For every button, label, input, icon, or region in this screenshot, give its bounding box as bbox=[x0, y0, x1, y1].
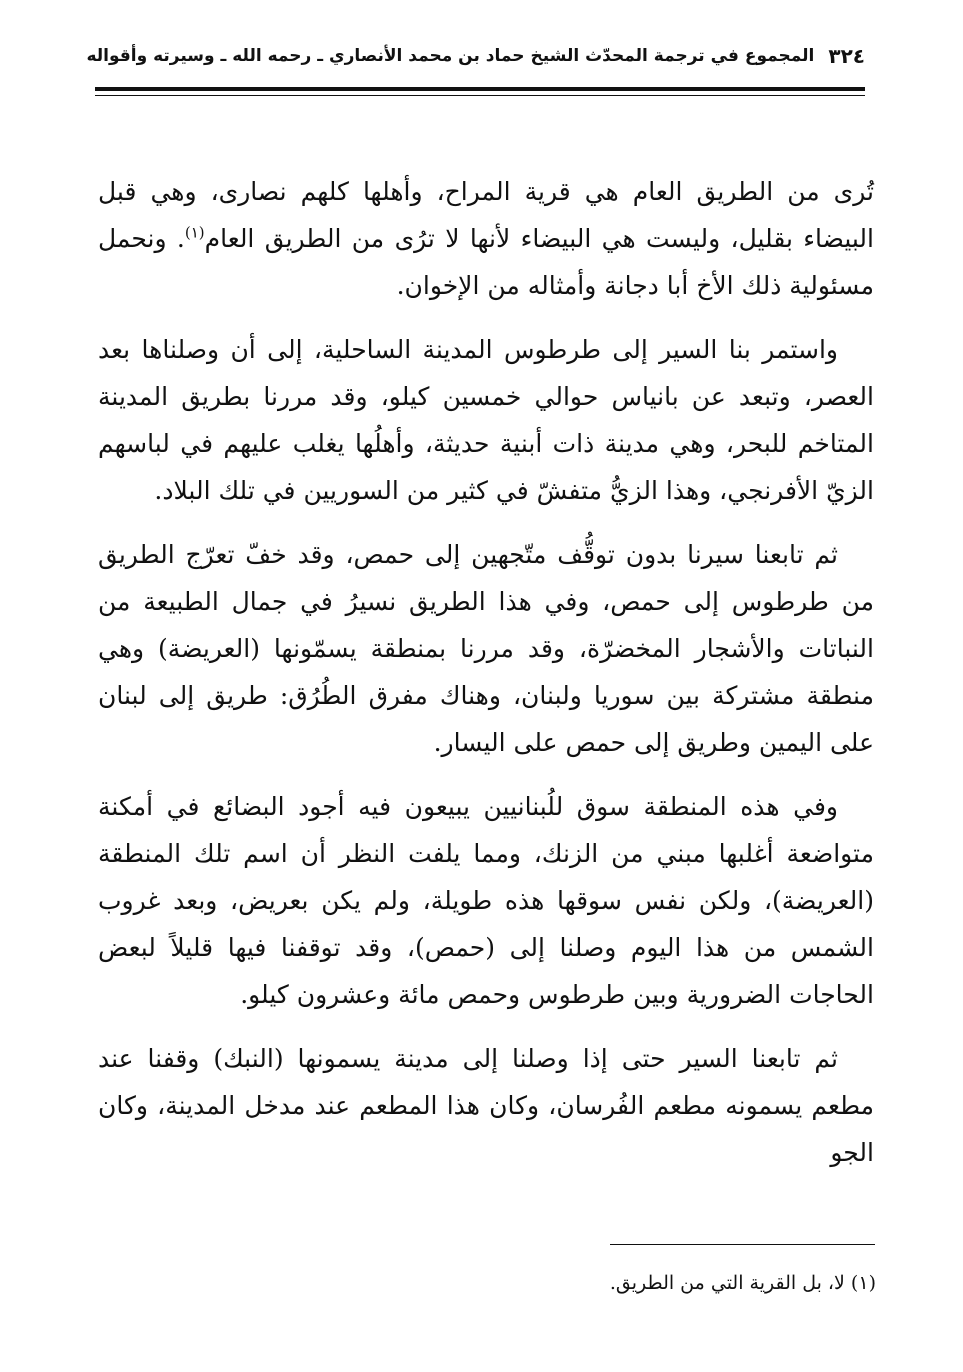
header-rule-thin bbox=[95, 95, 865, 96]
book-title: المجموع في ترجمة المحدّث الشيخ حماد بن محمد الأنصاري ـ رحمه الله ـ وسيرته وأقواله bbox=[86, 46, 815, 66]
paragraph-4: وفي هذه المنطقة سوق للُبنانيين يبيعون فيه أجود البضائع في أمكنة متواضعة أغلبها مبني من الزنك، ومما يلفت النظر أن اسم تلك المنطقة (العريضة)، ولكن نفس سوقها هذه طويلة، ولم يكن بعريض، وبعد غروب الشمس من هذا اليوم وصلنا إلى (حمص)، وقد توقفنا فيها قليلاً لبعض الحاجات الضرورية وبين طرطوس وحمص مائة وعشرون كيلو. bbox=[98, 792, 874, 1009]
paragraph-1-text-b: . ونحمل مسئولية ذلك الأخ أبا دجانة وأمثاله من الإخوان. bbox=[98, 224, 874, 300]
running-header bbox=[86, 38, 865, 74]
paragraph-2: واستمر بنا السير إلى طرطوس المدينة الساحلية، إلى أن وصلناها بعد العصر، وتبعد عن بانياس حوالي خمسين كيلو، وقد مررنا بطريق المدينة المتاخم للبحر، وهي مدينة ذات أبنية حديثة، وأهلُها يغلب عليهم في لباسهم الزيّ الأفرنجي، وهذا الزيُّ متفشّ في كثير من السوريين في تلك البلاد. bbox=[98, 335, 874, 505]
footnote-separator bbox=[610, 1244, 875, 1245]
footnote: (١) لا، بل القرية التي من الطريق. bbox=[609, 1272, 876, 1294]
paragraph-5: ثم تابعنا السير حتى إذا وصلنا إلى مدينة يسمونها (النبك) وقفنا عند مطعم يسمونه مطعم الفُرسان، وكان هذا المطعم عند مدخل المدينة، وكان الجو bbox=[98, 1044, 874, 1167]
paragraph-1 bbox=[98, 168, 874, 309]
body-text bbox=[98, 168, 874, 1193]
paragraph-3: ثم تابعنا سيرنا بدون توقُّف متّجهين إلى حمص، وقد خفّ تعرّج الطريق من طرطوس إلى حمص، وفي هذا الطريق نسيرُ في جمال الطبيعة من النباتات والأشجار المخضرّة، وقد مررنا بمنطقة يسمّونها (العريضة) وهي منطقة مشتركة بين سوريا ولبنان، وهناك مفرق الطُرُق: طريق إلى لبنان على اليمين وطريق إلى حمص على اليسار. bbox=[98, 540, 874, 757]
header-rule-thick bbox=[95, 87, 865, 91]
footnote-reference: (١) bbox=[184, 223, 205, 242]
page-number: ٣٢٤ bbox=[828, 44, 865, 68]
paragraph-1-text-a: تُرى من الطريق العام هي قرية المراح، وأهلها كلهم نصارى، وهي قبل البيضاء بقليل، وليست هي البيضاء لأنها لا ترُى من الطريق العام bbox=[98, 177, 875, 253]
